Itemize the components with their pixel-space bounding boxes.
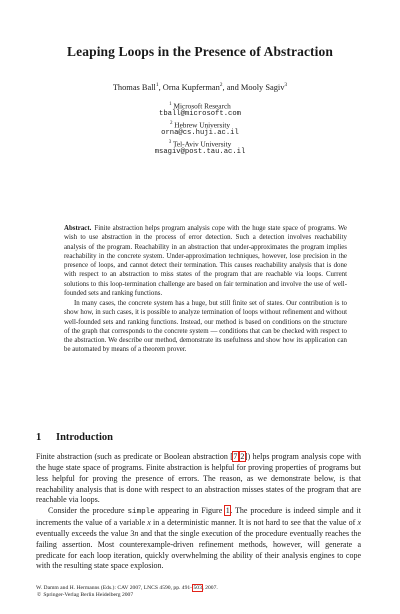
copyright-line	[36, 592, 366, 599]
body-text-run: appearing in Figure	[154, 506, 226, 516]
affiliation-mark: 1	[169, 102, 172, 107]
publication-footnote	[36, 585, 366, 600]
body-paragraph	[36, 506, 361, 572]
body-text-run: eventually exceeds the value 3	[36, 528, 135, 538]
body-paragraph: Finite abstraction (such as predicate or Boolean abstraction [7,2]) helps program analysis cope with the huge state space of programs. Finite abstraction is helpful for proving properties of programs but less helpful for proving the presence of errors. The reason, as we demonstrate below, is that reachability analysis that is done with respect to an abstraction misses states of the program that are reachable via loops.	[36, 452, 362, 505]
citation-link[interactable]: 2	[240, 452, 245, 461]
paper-title: Leaping Loops in the Presence of Abstraction	[67, 44, 333, 59]
page-range-link[interactable]: 503	[193, 585, 202, 591]
abstract-label: Abstract.	[64, 225, 92, 232]
abstract-paragraph	[64, 224, 347, 298]
author-list	[0, 82, 400, 92]
institution-name: Hebrew University	[174, 120, 231, 130]
author-affiliation-mark: 3	[284, 82, 288, 88]
author-name: Mooly Sagiv	[240, 82, 285, 92]
author-name: Orna Kupferman	[162, 82, 220, 92]
body-text-run: Consider the procedure	[48, 506, 128, 516]
body-text-run: ) helps program analysis cope with the huge state space of programs. Finite abstraction is helpful for proving properties of programs but less helpful for proving the presence of errors. The reason, as we demonstrate below, is that reachability analysis that is done with respect to an abstraction misses states of the program that are reachable via loops.	[36, 452, 362, 505]
author-separator: ,	[158, 82, 163, 92]
footnote-text: , 2007.	[202, 585, 218, 591]
author-affiliation-mark: 2	[219, 82, 223, 88]
institution-name: Microsoft Research	[173, 101, 231, 111]
section-heading	[36, 432, 113, 443]
author-separator: , and	[222, 82, 241, 92]
affiliation-institution	[0, 138, 400, 148]
abstract-paragraph: In many cases, the concrete system has a huge, but still finite set of states. Our contribution is to show how, in such cases, it is possible to analyze termination of loops without refinement and without well-founded sets and ranking functions. Instead, our method is based on conditions on the structure of the graph that corresponds to the concrete system — conditions that can be checked with respect to the abstraction. We describe our method, demonstrate its usefulness and show how its application can be automated by means of a theorem prover.	[64, 300, 347, 354]
institution-name: Tel-Aviv University	[172, 139, 232, 149]
section-number: 1	[36, 432, 42, 443]
affiliation-institution	[0, 119, 400, 129]
affiliation-institution	[0, 100, 400, 110]
footnote-text: Springer-Verlag Berlin Heidelberg 2007	[43, 592, 134, 599]
author-name: Thomas Ball	[112, 82, 156, 92]
abstract	[64, 224, 347, 355]
body-text-run: Finite abstraction (such as predicate or Boolean abstraction	[36, 452, 231, 461]
citation-link[interactable]: 7	[233, 452, 238, 461]
abstract-text: Finite abstraction helps program analysis cope with the huge state space of programs. We wish to use abstraction in the process of error detection. Such a detection involves reachability analysis of the program. Reachability in an abstraction that under-approximates the program implies reachability in the concrete system. Under-approximation techniques, however, lose precision in the presence of loops, and cannot detect their termination. This causes reachability analysis that is done with respect to an abstraction to miss states of the program that are reachable via loops. Current solutions to this loop-termination challenge are based on fair termination and involve the use of well-founded sets and ranking functions.	[64, 225, 347, 297]
affiliation-mark: 3	[168, 140, 172, 146]
affiliation-email: tball@microsoft.com	[159, 109, 241, 118]
math-variable: x	[147, 518, 151, 528]
affiliation-block	[0, 100, 400, 158]
copyright-icon: ©	[36, 592, 42, 599]
section-title: Introduction	[56, 432, 113, 443]
affiliation-email: orna@cs.huji.ac.il	[161, 128, 239, 137]
code-identifier: simple	[127, 508, 155, 517]
affiliation-mark: 2	[169, 121, 173, 127]
math-variable: n	[134, 528, 139, 538]
body-text-run: and that the single execution of the procedure eventually reaches the failing assertion. Most counterexample-driven refinement methods, however, will generate a predicate for each loop iteration, quickly overwhelming the ability of their analysis engines to cope with the resulting state space explosion.	[36, 528, 362, 571]
body-text-run: . The procedure is indeed simple and it increments the value of a variable	[36, 506, 361, 528]
affiliation-email: msagiv@post.tau.ac.il	[154, 147, 246, 156]
section-body	[36, 452, 361, 572]
body-text-run: in a deterministic manner. It is not hard to see that the value of	[150, 518, 358, 528]
figure-link[interactable]: 1	[225, 506, 230, 516]
math-variable: x	[357, 518, 361, 528]
footnote-text: W. Damm and H. Hermanns (Eds.): CAV 2007, LNCS 4590, pp. 491–	[36, 585, 193, 591]
author-affiliation-mark: 1	[155, 82, 159, 88]
